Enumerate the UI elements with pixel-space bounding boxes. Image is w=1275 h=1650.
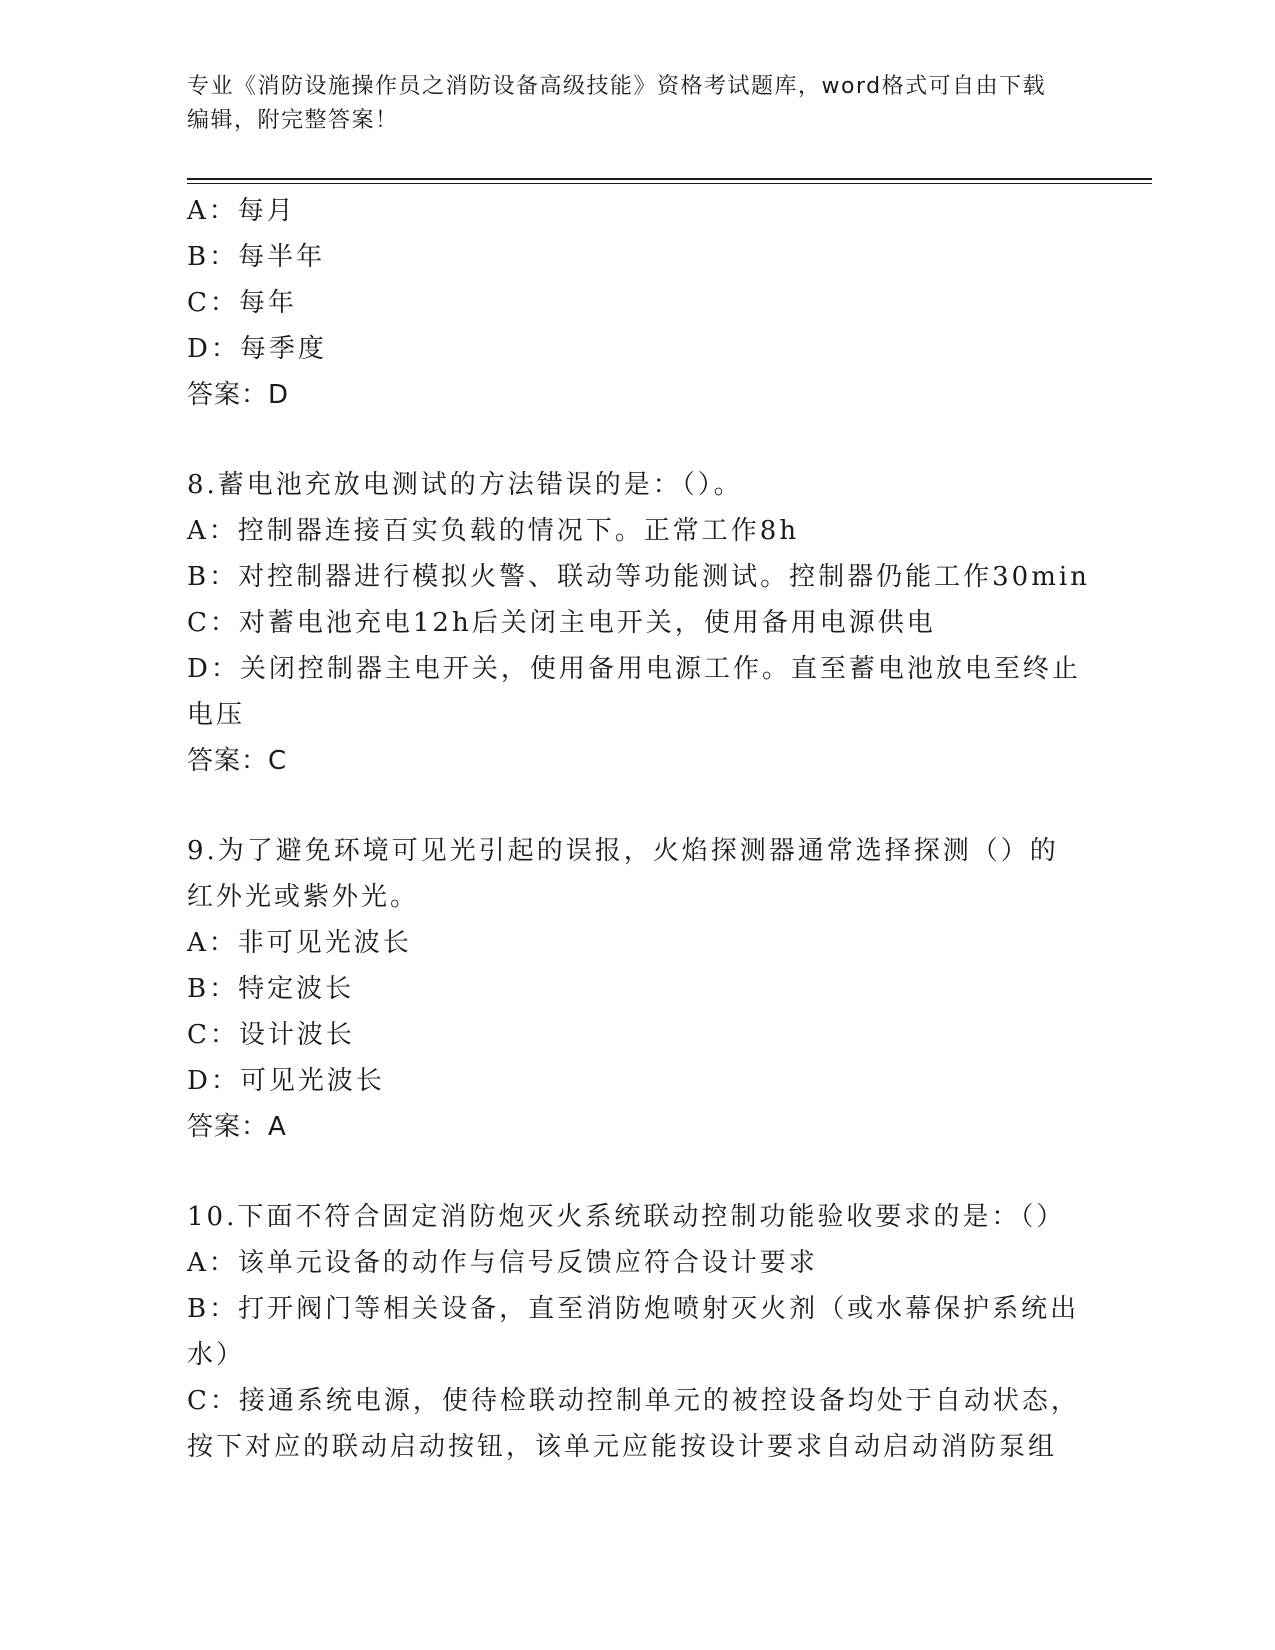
- question-10-block: [187, 1194, 1087, 1470]
- question-stem: 9.为了避免环境可见光引起的误报，火焰探测器通常选择探测（）的红外光或紫外光。: [187, 836, 1059, 912]
- header-rule-thick: [187, 178, 1152, 180]
- option-b: B：特定波长: [187, 974, 355, 1004]
- answer: 答案：A: [187, 1112, 287, 1142]
- option-a: A：控制器连接百实负载的情况下。正常工作8h: [187, 516, 800, 546]
- option-c: C：对蓄电池充电12h后关闭主电开关，使用备用电源供电: [187, 608, 936, 638]
- option-d: D：每季度: [187, 334, 327, 364]
- document-header: 专业《消防设施操作员之消防设备高级技能》资格考试题库，word格式可自由下载编辑，附完整答案！: [187, 74, 1047, 133]
- option-c: C：设计波长: [187, 1020, 355, 1050]
- option-a: A：每月: [187, 196, 296, 226]
- question-9-block: [187, 828, 1087, 1150]
- option-b: B：对控制器进行模拟火警、联动等功能测试。控制器仍能工作30min: [187, 562, 1090, 592]
- prev-question-block: [187, 188, 1087, 418]
- option-a: A：该单元设备的动作与信号反馈应符合设计要求: [187, 1248, 818, 1278]
- option-c: C：每年: [187, 288, 297, 318]
- option-d: D：关闭控制器主电开关，使用备用电源工作。直至蓄电池放电至终止电压: [187, 654, 1081, 730]
- question-content: [187, 188, 1090, 1470]
- option-a: A：非可见光波长: [187, 928, 412, 958]
- option-d: D：可见光波长: [187, 1066, 385, 1096]
- question-stem: 10.下面不符合固定消防炮灭火系统联动控制功能验收要求的是：（）: [187, 1202, 1066, 1232]
- option-c: C：接通系统电源，使待检联动控制单元的被控设备均处于自动状态，按下对应的联动启动按钮，该单元应能按设计要求自动启动消防泵组: [187, 1386, 1080, 1462]
- header-rule-thin: [187, 183, 1152, 184]
- option-b: B：打开阀门等相关设备，直至消防炮喷射灭火剂（或水幕保护系统出水）: [187, 1294, 1080, 1370]
- question-8-block: [187, 462, 1090, 784]
- answer: 答案：C: [187, 746, 288, 776]
- option-b: B：每半年: [187, 242, 326, 272]
- answer: 答案：D: [187, 380, 290, 410]
- question-stem: 8.蓄电池充放电测试的方法错误的是：（）。: [187, 470, 743, 500]
